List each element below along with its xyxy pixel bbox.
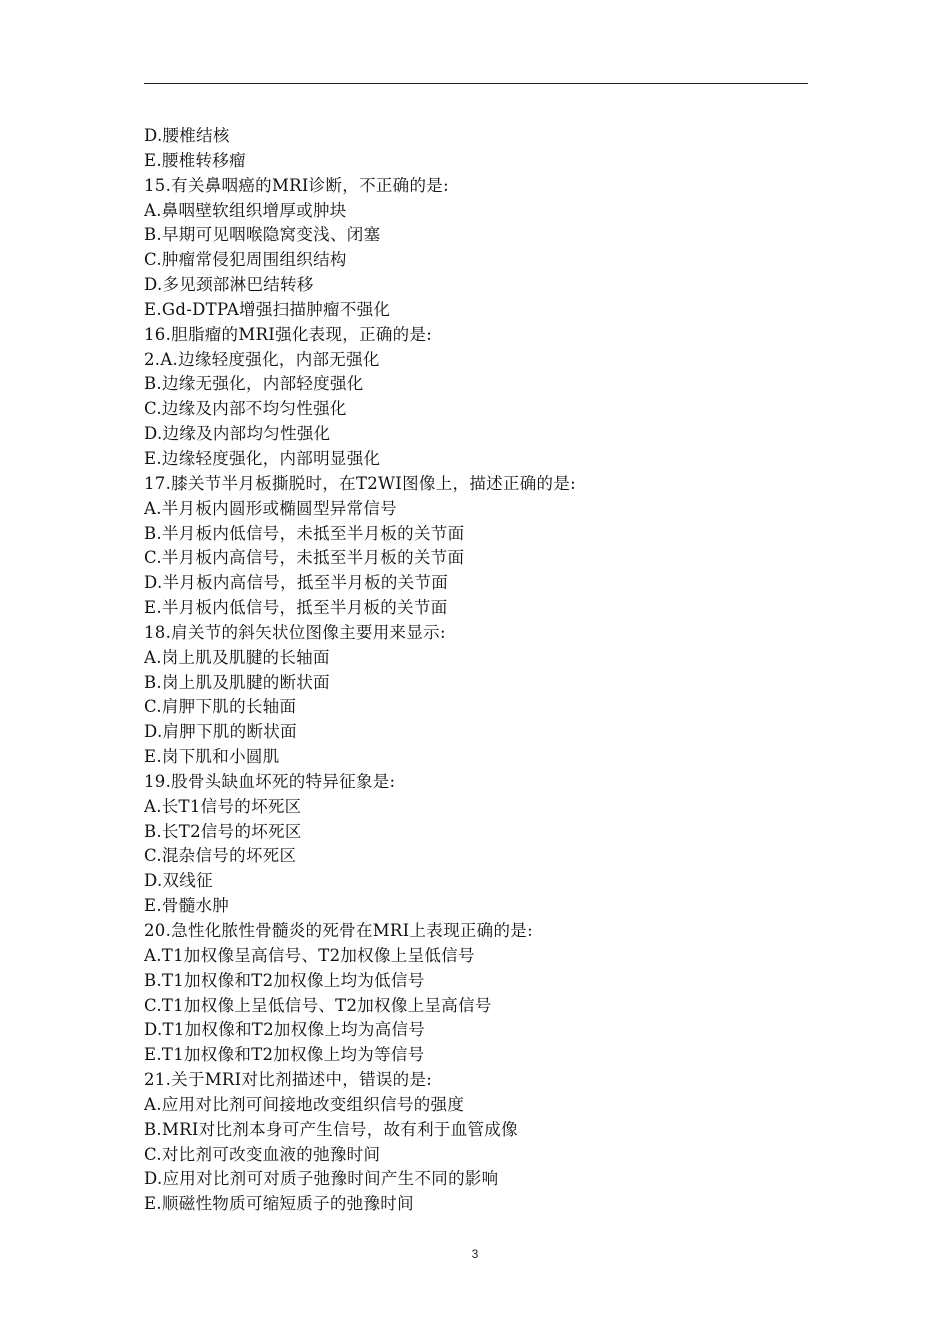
answer-option: D.T1加权像和T2加权像上均为高信号 xyxy=(144,1020,426,1040)
answer-option: C.边缘及内部不均匀性强化 xyxy=(144,399,347,419)
answer-option: E.半月板内低信号，抵至半月板的关节面 xyxy=(144,598,448,618)
answer-option: E.Gd-DTPA增强扫描肿瘤不强化 xyxy=(144,299,391,319)
answer-option: B.岗上肌及肌腱的断状面 xyxy=(144,672,330,692)
page-number: 3 xyxy=(471,1247,479,1261)
answer-option: D.多见颈部淋巴结转移 xyxy=(144,275,314,295)
answer-option: C.肿瘤常侵犯周围组织结构 xyxy=(144,250,347,270)
answer-option: B.早期可见咽喉隐窝变浅、闭塞 xyxy=(144,225,381,245)
answer-option: B.T1加权像和T2加权像上均为低信号 xyxy=(144,970,425,990)
question-stem: 20.急性化脓性骨髓炎的死骨在MRI上表现正确的是: xyxy=(144,921,533,940)
header-rule xyxy=(144,83,808,84)
answer-option: C.半月板内高信号，未抵至半月板的关节面 xyxy=(144,548,465,568)
answer-option: D.双线征 xyxy=(144,871,213,891)
question-stem: 18.肩关节的斜矢状位图像主要用来显示: xyxy=(144,622,446,642)
answer-option: C.对比剂可改变血液的弛豫时间 xyxy=(144,1144,381,1164)
answer-option: E.腰椎转移瘤 xyxy=(144,150,246,170)
answer-option: B.半月板内低信号，未抵至半月板的关节面 xyxy=(144,523,465,543)
question-stem: 19.股骨头缺血坏死的特异征象是: xyxy=(144,771,396,791)
answer-option: E.骨髓水肿 xyxy=(144,896,230,916)
answer-option: A.T1加权像呈高信号、T2加权像上呈低信号 xyxy=(144,945,475,965)
answer-option: D.肩胛下肌的断状面 xyxy=(144,722,297,742)
answer-option: E.岗下肌和小圆肌 xyxy=(144,747,280,767)
question-stem: 17.膝关节半月板撕脱时，在T2WI图像上，描述正确的是: xyxy=(144,473,576,493)
question-stem: 16.胆脂瘤的MRI强化表现，正确的是: xyxy=(144,324,433,344)
answer-option: A.应用对比剂可间接地改变组织信号的强度 xyxy=(144,1094,465,1114)
answer-option: A.鼻咽壁软组织增厚或肿块 xyxy=(144,200,347,220)
answer-option: D.应用对比剂可对质子弛豫时间产生不同的影响 xyxy=(144,1169,499,1189)
answer-option: C.混杂信号的坏死区 xyxy=(144,846,297,866)
answer-option: A.半月板内圆形或椭圆型异常信号 xyxy=(144,498,397,518)
answer-option: B.边缘无强化，内部轻度强化 xyxy=(144,374,364,394)
answer-option: D.边缘及内部均匀性强化 xyxy=(144,424,331,444)
answer-option: B.长T2信号的坏死区 xyxy=(144,821,302,841)
answer-option: 2.A.边缘轻度强化，内部无强化 xyxy=(144,349,380,369)
document-body xyxy=(144,124,824,1217)
question-stem: 21.关于MRI对比剂描述中，错误的是: xyxy=(144,1070,433,1090)
answer-option: B.MRI对比剂本身可产生信号，故有利于血管成像 xyxy=(144,1119,518,1139)
answer-option: D.半月板内高信号，抵至半月板的关节面 xyxy=(144,573,449,593)
answer-option: A.长T1信号的坏死区 xyxy=(144,796,302,816)
answer-option: E.T1加权像和T2加权像上均为等信号 xyxy=(144,1045,425,1065)
answer-option: C.T1加权像上呈低信号、T2加权像上呈高信号 xyxy=(144,995,492,1015)
answer-option: E.顺磁性物质可缩短质子的弛豫时间 xyxy=(144,1194,414,1214)
question-stem: 15.有关鼻咽癌的MRI诊断，不正确的是: xyxy=(144,175,449,195)
answer-option: E.边缘轻度强化，内部明显强化 xyxy=(144,448,381,468)
answer-option: A.岗上肌及肌腱的长轴面 xyxy=(144,647,330,667)
answer-option: C.肩胛下肌的长轴面 xyxy=(144,697,297,717)
answer-option: D.腰椎结核 xyxy=(144,126,230,145)
